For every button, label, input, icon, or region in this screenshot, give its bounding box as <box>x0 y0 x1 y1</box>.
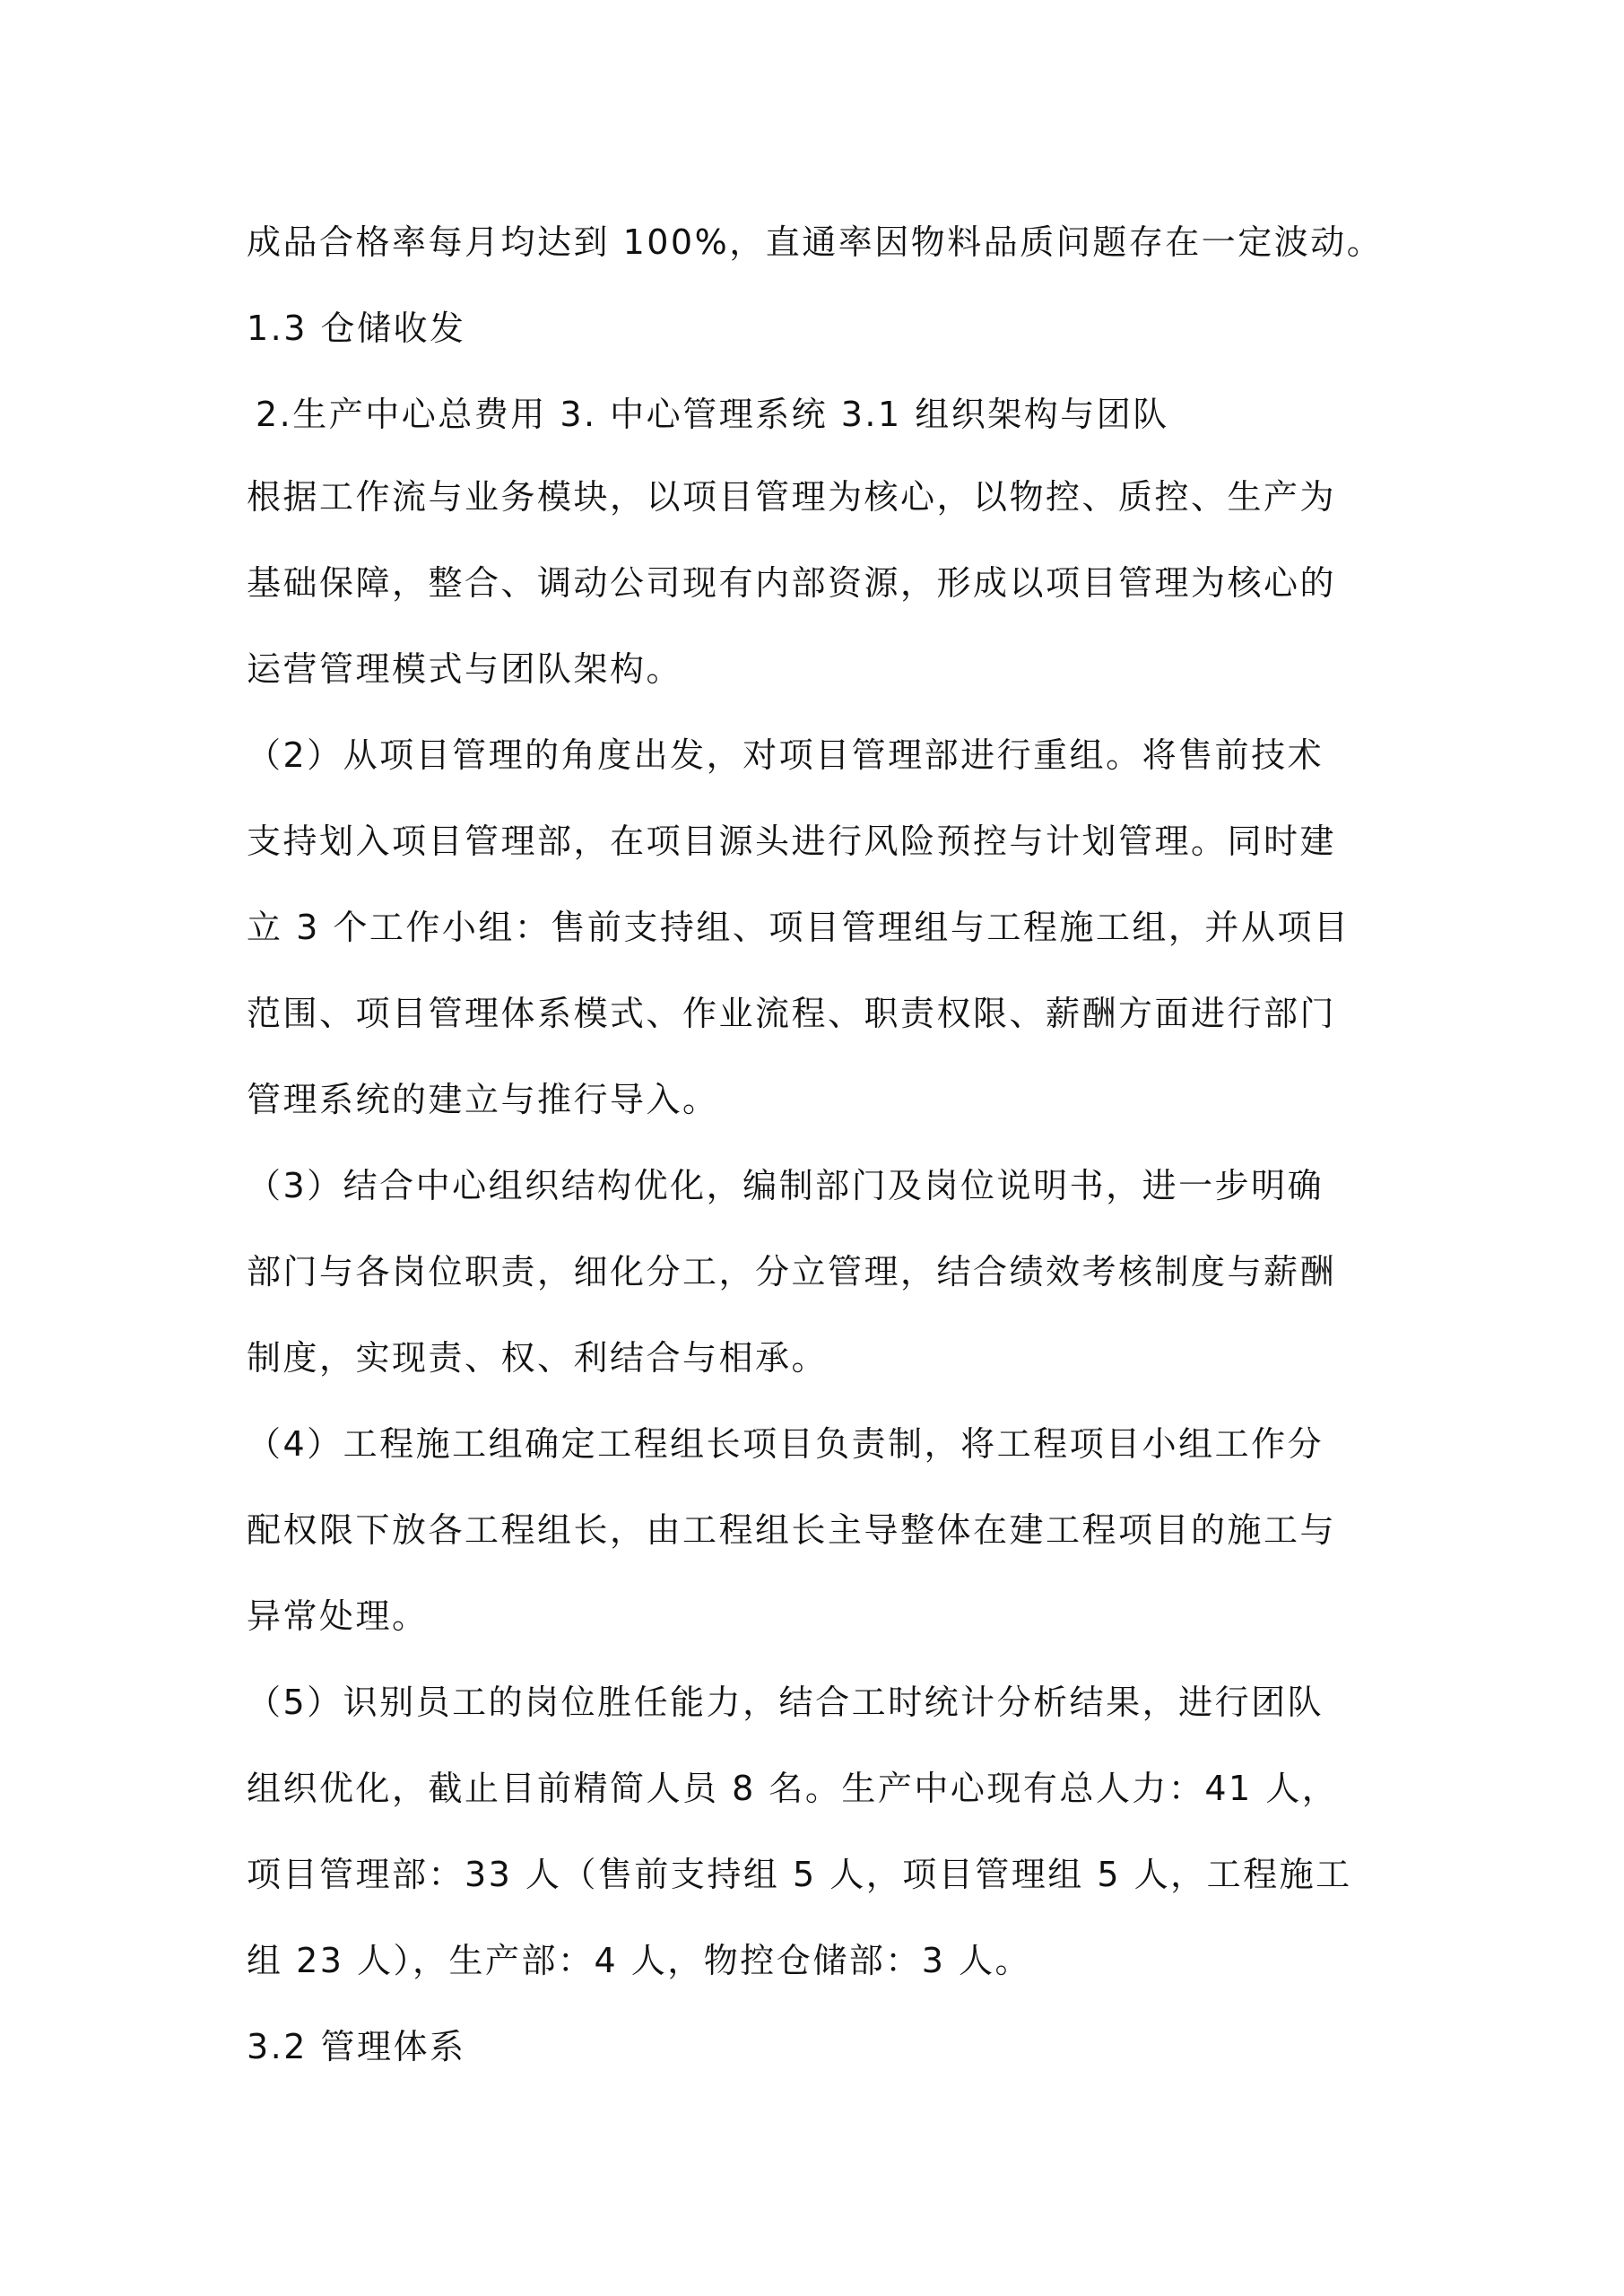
text-line: 管理系统的建立与推行导入。 <box>247 1080 719 1119</box>
text-line: 基础保障，整合、调动公司现有内部资源，形成以项目管理为核心的 <box>247 563 1337 603</box>
text-line: 成品合格率每月均达到 100%，直通率因物料品质问题存在一定波动。 <box>247 222 1384 262</box>
text-line: 范围、项目管理体系模式、作业流程、职责权限、薪酬方面进行部门 <box>247 994 1337 1033</box>
text-line: 项目管理部：33 人（售前支持组 5 人，项目管理组 5 人，工程施工 <box>247 1855 1352 1894</box>
text-line: 运营管理模式与团队架构。 <box>247 649 683 689</box>
text-line: 组织优化，截止目前精简人员 8 名。生产中心现有总人力：41 人， <box>247 1769 1339 1808</box>
section-heading: 2.生产中心总费用 3. 中心管理系统 3.1 组织架构与团队 <box>256 395 1169 434</box>
text-line: 根据工作流与业务模块，以项目管理为核心，以物控、质控、生产为 <box>247 477 1337 517</box>
text-line: 支持划入项目管理部，在项目源头进行风险预控与计划管理。同时建 <box>247 822 1337 861</box>
text-line: 组 23 人），生产部：4 人，物控仓储部：3 人。 <box>247 1941 1032 1980</box>
text-line: （4）工程施工组确定工程组长项目负责制，将工程项目小组工作分 <box>247 1424 1324 1464</box>
text-line: （2）从项目管理的角度出发，对项目管理部进行重组。将售前技术 <box>247 735 1324 775</box>
text-line: （5）识别员工的岗位胜任能力，结合工时统计分析结果，进行团队 <box>247 1683 1324 1722</box>
text-line: 部门与各岗位职责，细化分工，分立管理，结合绩效考核制度与薪酬 <box>247 1252 1337 1292</box>
section-heading: 1.3 仓储收发 <box>247 309 466 348</box>
text-line: 配权限下放各工程组长，由工程组长主导整体在建工程项目的施工与 <box>247 1510 1337 1550</box>
text-line: （3）结合中心组织结构优化，编制部门及岗位说明书，进一步明确 <box>247 1166 1324 1205</box>
text-line: 立 3 个工作小组：售前支持组、项目管理组与工程施工组，并从项目 <box>247 908 1350 947</box>
text-line: 异常处理。 <box>247 1596 429 1636</box>
text-line: 制度，实现责、权、利结合与相承。 <box>247 1338 829 1378</box>
section-heading: 3.2 管理体系 <box>247 2027 466 2066</box>
